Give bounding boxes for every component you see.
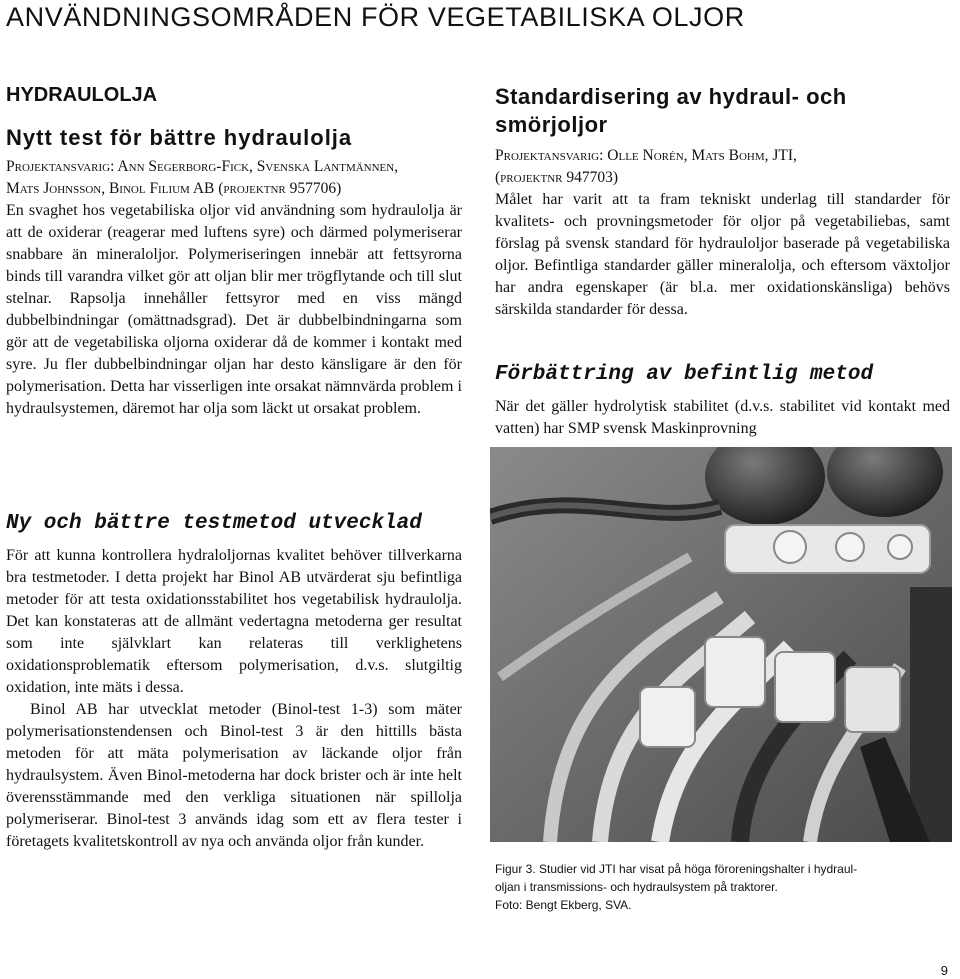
article-title: Nytt test för bättre hydraulolja <box>6 125 353 150</box>
left-intro-block <box>6 156 462 420</box>
body-paragraph: När det gäller hydrolytisk stabilitet (d.v.s. stabilitet vid kontakt med vatten) har SMP svensk Maskinprovning <box>495 398 950 437</box>
page-heading: ANVÄNDNINGSOMRÅDEN FÖR VEGETABILISKA OLJOR <box>6 2 745 32</box>
project-meta-line: Mats Johnsson, Binol Filium AB (projektnr 957706) <box>6 180 342 197</box>
page-number: 9 <box>940 963 948 978</box>
caption-photo-credit: Foto: Bengt Ekberg, SVA. <box>495 898 632 912</box>
article-title-standardization: Standardisering av hydraul- och smörjoljor <box>495 84 847 137</box>
project-meta-line: (projektnr 947703) <box>495 169 619 186</box>
intro-paragraph: Målet har varit att ta fram tekniskt underlag till standarder för kvalitets- och provningsmetoder för oljor på vegetabiliebas, samt förslag på svensk standard för hydrauloljor baserade på vegetabiliska oljor. Befintliga standarder gäller mineralolja, och eftersom växtoljor har andra egenskaper (är bl.a. mer oxidationskänsliga) behövs särskilda standarder för dessa. <box>495 191 950 318</box>
intro-paragraph: En svaghet hos vegetabiliska oljor vid användning som hydraulolja är att de oxiderar (reagerar med luftens syre) och därmed polymeriserar snabbare än mineraloljor. Polymeriseringen innebär att fettsyrorna binds till varandra vilket gör att oljan blir mer trögflytande och till slut stelnar. Rapsolja innehåller fettsyror med en viss mängd dubbelbindningar (omättnadsgrad). Det är dubbelbindningarna som gör att de vegetabiliska oljorna oxiderar då de kommer i kontakt med syre. Ju fler dubbelbindningar oljan har desto känsligare är den för polymerisation. Detta har visserligen inte orsakat nämnvärda problem i hydraulsystemen, däremot har olja som läckt ut orsakat problem. <box>6 202 462 417</box>
subheading-improvement: Förbättring av befintlig metod <box>495 363 874 386</box>
body-paragraph: För att kunna kontrollera hydraloljornas kvalitet behöver tillverkarna bra testmetoder. I detta projekt har Binol AB utvärderat sju befintliga metoder för att testa oxidationsstabilitet hos vegetabilisk hydraulolja. Det kan konstateras att de allmänt vedertagna metoderna ger resultat som inte självklart kan relateras till verklighetens oxidationsproblematik eftersom polymerisation, d.v.s. slutgiltig oxidation, inte mäts i dessa. <box>6 547 462 696</box>
subheading-new-test-method: Ny och bättre testmetod utvecklad <box>6 512 422 535</box>
caption-line: oljan i transmissions- och hydraulsystem på traktorer. <box>495 880 778 894</box>
caption-line: Figur 3. Studier vid JTI har visat på höga föroreningshalter i hydraul- <box>495 862 858 876</box>
figure-caption <box>495 860 950 914</box>
project-meta-line: Projektansvarig: Ann Segerborg-Fick, Svenska Lantmännen, <box>6 158 399 175</box>
body-paragraph: Binol AB har utvecklat metoder (Binol-test 1-3) som mäter polymerisationstendensen och Binol-test 3 är den hittills bästa metoden för att mäta polymerisation av läckande oljor från hydraulsystem. Även Binol-metoderna har dock brister och är inte helt överensstämmande med den verkliga situationen när spillolja polymeriserar. Binol-test 3 används idag som ett av flera tester i företagets kvalitetskontroll av nya och använda oljor från kunder. <box>6 701 462 850</box>
left-body-block <box>6 545 462 853</box>
hydraulic-system-photo <box>490 447 952 842</box>
right-body-block <box>495 396 950 440</box>
section-title: HYDRAULOLJA <box>6 84 158 106</box>
project-meta-line: Projektansvarig: Olle Norén, Mats Bohm, JTI, <box>495 147 797 164</box>
right-intro-block <box>495 145 950 321</box>
